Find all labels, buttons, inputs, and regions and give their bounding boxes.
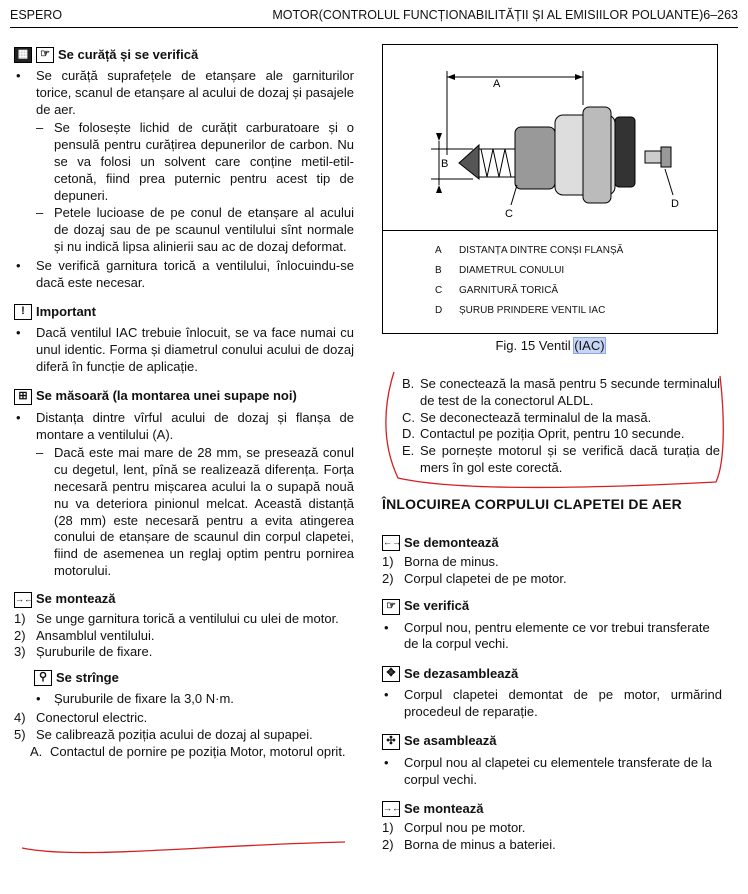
label-a: A — [493, 78, 501, 90]
inspect-icon: ☞ — [36, 47, 54, 63]
calibration-steps — [402, 376, 720, 477]
figure-iac-valve — [382, 44, 718, 334]
step-item: D. Contactul pe poziția Oprit, pentru 10 secunde. — [402, 426, 685, 442]
bullet-item: • Se verifică garnitura torică a ventilului, înlocuindu-se dacă este necesar. — [14, 258, 354, 292]
section-title: Se montează — [36, 591, 116, 607]
clean-icon: ▦ — [14, 47, 32, 63]
bullet-item: • Corpul nou, pentru elemente ce vor trebui transferate de la corpul vechi. — [382, 620, 722, 654]
substep-item: A. Contactul de pornire pe poziția Motor, motorul oprit. — [30, 743, 346, 759]
step-item: 2) Ansamblul ventilului. — [14, 627, 155, 643]
section-title: Se dezasamblează — [404, 665, 519, 681]
step-item: C. Se deconectează terminalul de la masă. — [402, 409, 652, 425]
caption-highlight: (IAC) — [574, 338, 605, 353]
section-remove — [382, 532, 722, 554]
bullet-item: • Distanța dintre vîrful acului de dozaj și flanșa de montare a ventilului (A). — [14, 410, 354, 444]
disassemble-icon: ✥ — [382, 666, 400, 682]
section-title: Se curăță și se verifică — [58, 46, 199, 62]
label-b: B — [441, 158, 449, 170]
bullet-item: • Se curăță suprafețele de etanșare ale garniturilor torice, scanul de etanșare al acului de dozaj și pasajele de aer. — [14, 68, 354, 118]
section-assemble — [382, 731, 722, 753]
section-install — [382, 798, 722, 820]
figure-legend — [435, 241, 623, 321]
section-title: Se măsoară (la montarea unei supape noi) — [36, 388, 297, 404]
step-item: 1) Se unge garnitura torică a ventilului cu ulei de motor. — [14, 610, 339, 626]
section-install — [14, 589, 354, 611]
assemble-icon: ✣ — [382, 734, 400, 750]
section-title: Se verifică — [404, 598, 470, 614]
section-title: Se strînge — [56, 669, 119, 685]
header-rule — [10, 27, 738, 28]
section-disassemble — [382, 663, 722, 685]
legend-row: C GARNITURĂ TORICĂ — [435, 285, 559, 296]
step-item: 3) Șuruburile de fixare. — [14, 644, 153, 660]
dash-item: – Petele lucioase de pe conul de etanșare al acului de dozaj sau de pe scaunul ventilului sînt normale și nu indică lipsa alinierii sau ac de dozaj deformat. — [14, 205, 354, 255]
important-icon: ! — [14, 304, 32, 320]
install-icon: →← — [382, 801, 400, 817]
bullet-item: • Șuruburile de fixare la 3,0 N·m. — [14, 691, 354, 708]
section-title: Important — [36, 303, 96, 319]
legend-row: A DISTANȚA DINTRE CONȘI FLANȘĂ — [435, 245, 624, 256]
section-important — [14, 301, 354, 323]
dash-item: – Se folosește lichid de curățit carburatoare și o pensulă pentru curățirea depunerilor de carbon. Nu se va folosi un solvent care conține metil-etil-cetonă, fiind prea puternic pentru acest tip de depuneri. — [14, 120, 354, 204]
step-item: 2) Borna de minus a bateriei. — [382, 837, 556, 853]
left-column — [14, 44, 354, 760]
section-inspect — [382, 596, 722, 618]
page-header — [10, 6, 738, 24]
step-item: 5) Se calibrează poziția acului de dozaj al supapei. — [14, 726, 313, 742]
remove-icon: ←→ — [382, 535, 400, 551]
legend-row: B DIAMETRUL CONULUI — [435, 265, 565, 276]
iac-valve-illustration — [383, 45, 717, 231]
right-column — [382, 532, 722, 854]
header-right: MOTOR(CONTROLUL FUNCȚIONABILITĂȚII ȘI AL EMISIILOR POLUANTE)6–263 — [272, 8, 738, 22]
header-left: ESPERO — [10, 8, 63, 22]
step-item: 1) Borna de minus. — [382, 554, 499, 569]
section-title: Se montează — [404, 800, 484, 816]
bullet-item: • Corpul clapetei demontat de pe motor, urmărind procedeul de reparație. — [382, 687, 722, 721]
inspect-icon: ☞ — [382, 599, 400, 615]
section-title: Se demontează — [404, 534, 499, 550]
measure-icon: ⊞ — [14, 389, 32, 405]
bullet-item: • Dacă ventilul IAC trebuie înlocuit, se va face numai cu unul identic. Forma și diametrul conului acului de dozaj diferă în funcție de aplicație. — [14, 325, 354, 375]
install-icon: →← — [14, 592, 32, 608]
section-clean-inspect — [14, 44, 354, 66]
section-measure — [14, 386, 354, 408]
wrench-icon: ⚲ — [34, 670, 52, 686]
section-title: Se asamblează — [404, 733, 497, 749]
step-item: B. Se conectează la masă pentru 5 secunde terminalul de test de la conectorul ALDL. — [402, 376, 720, 408]
dash-item: – Dacă este mai mare de 28 mm, se presează conul cu degetul, lent, pînă se realizează diferența. Forța necesară pentru mișcarea acului la o supapă nouă nu va deteriora pinionul melcat. Această distanță (28 mm) este necesară pentru a evita atingerea conului de etanșare de scaunul din corpul clapetei, fiind de asemenea un reglaj optim pentru pornirea motorului. — [14, 445, 354, 579]
step-item: 1) Corpul nou pe motor. — [382, 820, 526, 836]
figure-caption: Fig. 15 Ventil (IAC) — [495, 338, 605, 353]
step-item: 4) Conectorul electric. — [14, 709, 148, 725]
label-c: C — [505, 208, 513, 220]
label-d: D — [671, 198, 679, 210]
legend-row: D ȘURUB PRINDERE VENTIL IAC — [435, 305, 606, 316]
bullet-item: • Corpul nou al clapetei cu elementele transferate de la corpul vechi. — [382, 755, 722, 789]
section-tighten — [14, 667, 354, 689]
step-item: E. Se pornește motorul și se verifică dacă turația de mers în gol este corectă. — [402, 443, 720, 475]
step-item: 2) Corpul clapetei de pe motor. — [382, 570, 567, 586]
section-main-title: ÎNLOCUIREA CORPULUI CLAPETEI DE AER — [382, 496, 682, 512]
